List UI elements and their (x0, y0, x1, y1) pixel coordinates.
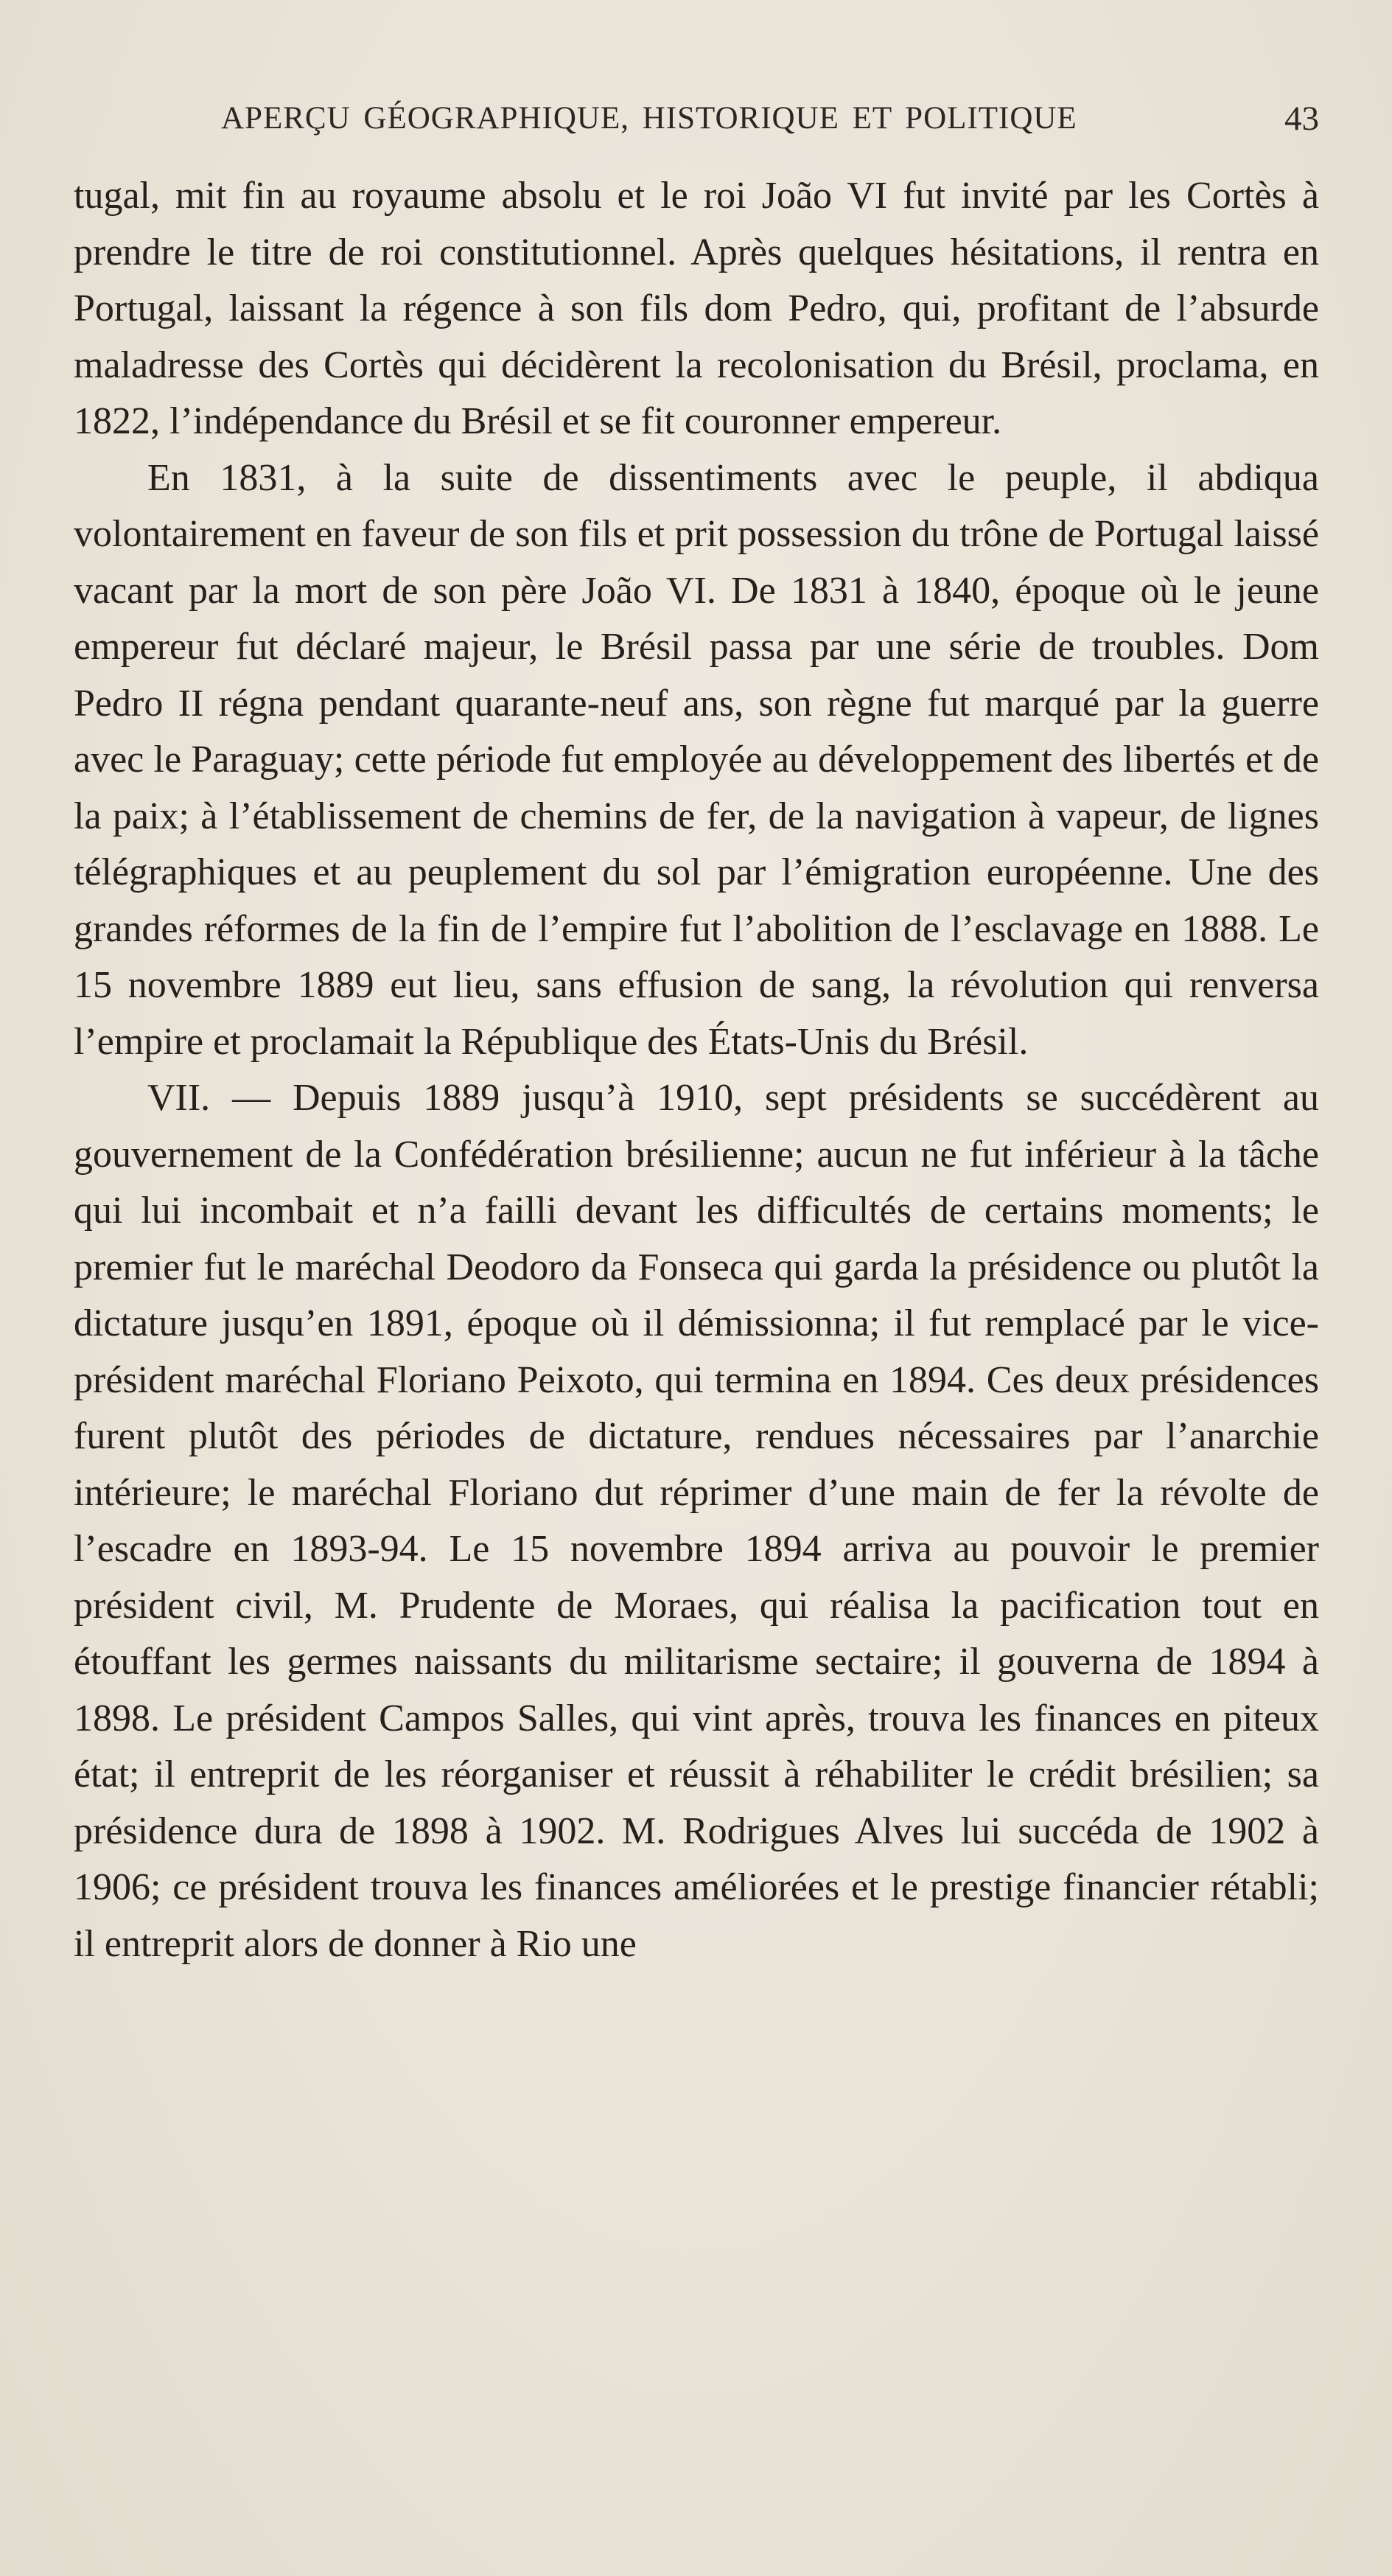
paragraph-continuation: tugal, mit fin au royaume absolu et le roi João VI fut invité par les Cortès à prendre le titre de roi constitutionnel. Après quelques hésitations, il rentra en Portugal, laissant la régence à son fils dom Pedro, qui, profitant de l’absurde maladresse des Cortès qui décidèrent la recolonisation du Brésil, proclama, en 1822, l’indépendance du Brésil et se fit couronner empereur. (74, 175, 1319, 442)
running-head: APERÇU GÉOGRAPHIQUE, HISTORIQUE ET POLITIQUE (221, 101, 1077, 136)
page-header (74, 94, 1319, 146)
page-number: 43 (1284, 100, 1319, 138)
body-text (74, 168, 1319, 1972)
paragraph-pedro-reign: En 1831, à la suite de dissentiments avec le peuple, il abdiqua volontairement en faveur de son fils et prit possession du trône de Portugal laissé vacant par la mort de son père João VI. De 1831 à 1840, époque où le jeune empereur fut déclaré majeur, le Brésil passa par une série de troubles. Dom Pedro II régna pendant quarante-neuf ans, son règne fut marqué par la guerre avec le Paraguay; cette période fut employée au développement des libertés et de la paix; à l’établissement de chemins de fer, de la navigation à vapeur, de lignes télégraphiques et au peuplement du sol par l’émigration européenne. Une des grandes réformes de la fin de l’empire fut l’abolition de l’esclavage en 1888. Le 15 novembre 1889 eut lieu, sans effusion de sang, la révolution qui renversa l’empire et proclamait la République des États-Unis du Brésil. (74, 456, 1319, 1063)
paragraph-section-vii: VII. — Depuis 1889 jusqu’à 1910, sept présidents se succédèrent au gouvernement de la Confédération brésilienne; aucun ne fut inférieur à la tâche qui lui incombait et n’a failli devant les difficultés de certains moments; le premier fut le maréchal Deodoro da Fonseca qui garda la présidence ou plutôt la dictature jusqu’en 1891, époque où il démissionna; il fut remplacé par le vice-président maréchal Floriano Peixoto, qui termina en 1894. Ces deux présidences furent plutôt des périodes de dictature, rendues nécessaires par l’anarchie intérieure; le maréchal Floriano dut réprimer d’une main de fer la révolte de l’escadre en 1893-94. Le 15 novembre 1894 arriva au pouvoir le premier président civil, M. Prudente de Moraes, qui réalisa la pacification tout en étouffant les germes naissants du militarisme sectaire; il gouverna de 1894 à 1898. Le président Campos Salles, qui vint après, trouva les finances en piteux état; il entreprit de les réorganiser et réussit à réhabiliter le crédit brésilien; sa présidence dura de 1898 à 1902. M. Rodrigues Alves lui succéda de 1902 à 1906; ce président trouva les finances améliorées et le prestige financier rétabli; il entreprit alors de donner à Rio une (74, 1077, 1319, 1965)
